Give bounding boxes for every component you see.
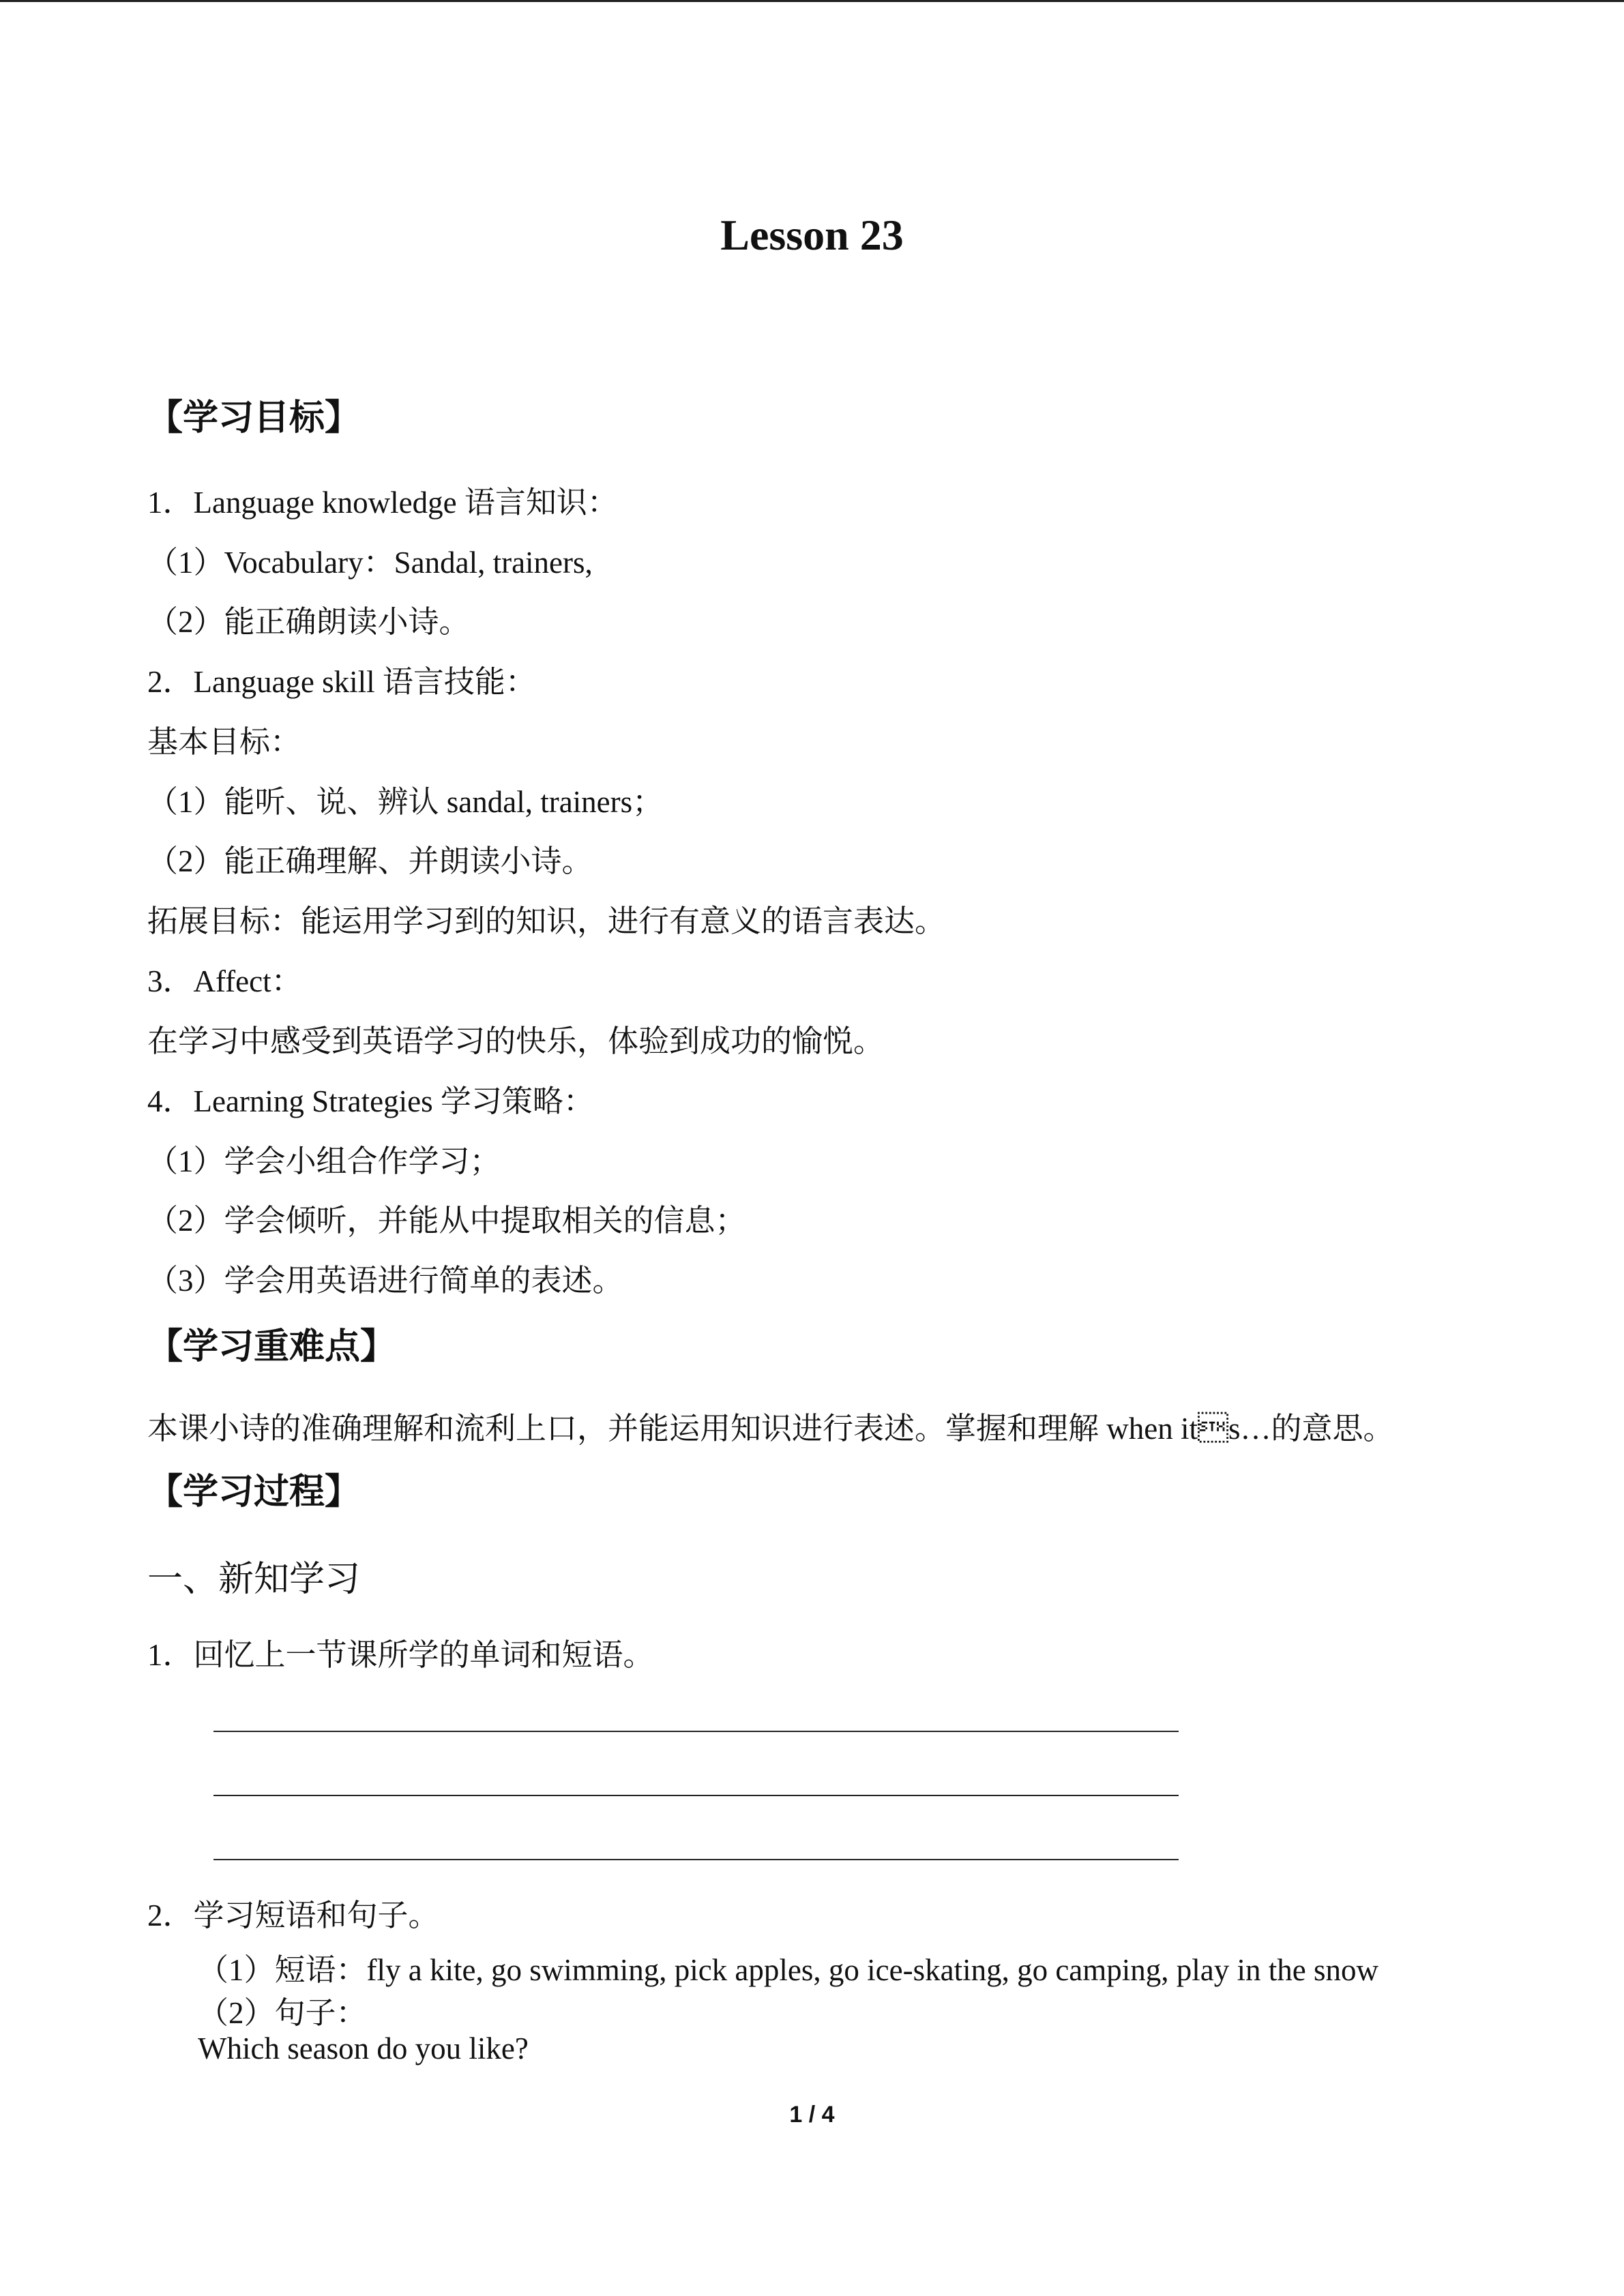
objective-line: 在学习中感受到英语学习的快乐，体验到成功的愉悦。 bbox=[147, 1024, 885, 1058]
process-item-phrases: 2．学习短语和句子。 bbox=[147, 1898, 439, 1933]
objective-line: 基本目标： bbox=[147, 725, 301, 759]
objective-line: （2）能正确理解、并朗读小诗。 bbox=[147, 844, 593, 878]
objective-line: （3）学会用英语进行简单的表述。 bbox=[147, 1264, 623, 1298]
page-number: 1 / 4 bbox=[789, 2102, 835, 2128]
section-heading-key-points: 【学习重难点】 bbox=[147, 1326, 396, 1367]
document-title: Lesson 23 bbox=[720, 211, 904, 259]
objective-line: （2）学会倾听，并能从中提取相关的信息； bbox=[147, 1204, 746, 1238]
answer-line bbox=[213, 1731, 1179, 1732]
objective-line: 2．Language skill 语言技能： bbox=[147, 665, 536, 699]
phrases-line: （1）短语：fly a kite, go swimming, pick apples, go ice-skating, go camping, play in the snow bbox=[198, 1953, 1378, 1987]
answer-line bbox=[213, 1795, 1179, 1796]
sentence-line: Which season do you like? bbox=[198, 2031, 529, 2066]
key-points-text: 本课小诗的准确理解和流利上口，并能运用知识进行表述。掌握和理解 when its…的意思。 bbox=[147, 1412, 1394, 1446]
objective-line: （1）能听、说、辨认 sandal, trainers； bbox=[147, 785, 664, 819]
objective-line: （1）学会小组合作学习； bbox=[147, 1144, 501, 1178]
answer-line bbox=[213, 1859, 1179, 1860]
objective-line: （1）Vocabulary：Sandal, trainers, bbox=[147, 546, 593, 580]
section-heading-process: 【学习过程】 bbox=[147, 1472, 361, 1512]
process-item-review: 1．回忆上一节课所学的单词和短语。 bbox=[147, 1638, 654, 1672]
sentences-label: （2）句子： bbox=[198, 1996, 367, 2030]
objective-line: 3．Affect： bbox=[147, 964, 302, 998]
objective-line: （2）能正确朗读小诗。 bbox=[147, 605, 470, 639]
objective-line: 拓展目标：能运用学习到的知识，进行有意义的语言表达。 bbox=[147, 904, 946, 938]
objective-line: 1．Language knowledge 语言知识： bbox=[147, 486, 618, 520]
objective-line: 4．Learning Strategies 学习策略： bbox=[147, 1084, 594, 1118]
page-top-border bbox=[0, 0, 1624, 2]
section-heading-objectives: 【学习目标】 bbox=[147, 398, 361, 438]
part-title-new-knowledge: 一、新知学习 bbox=[147, 1560, 361, 1599]
